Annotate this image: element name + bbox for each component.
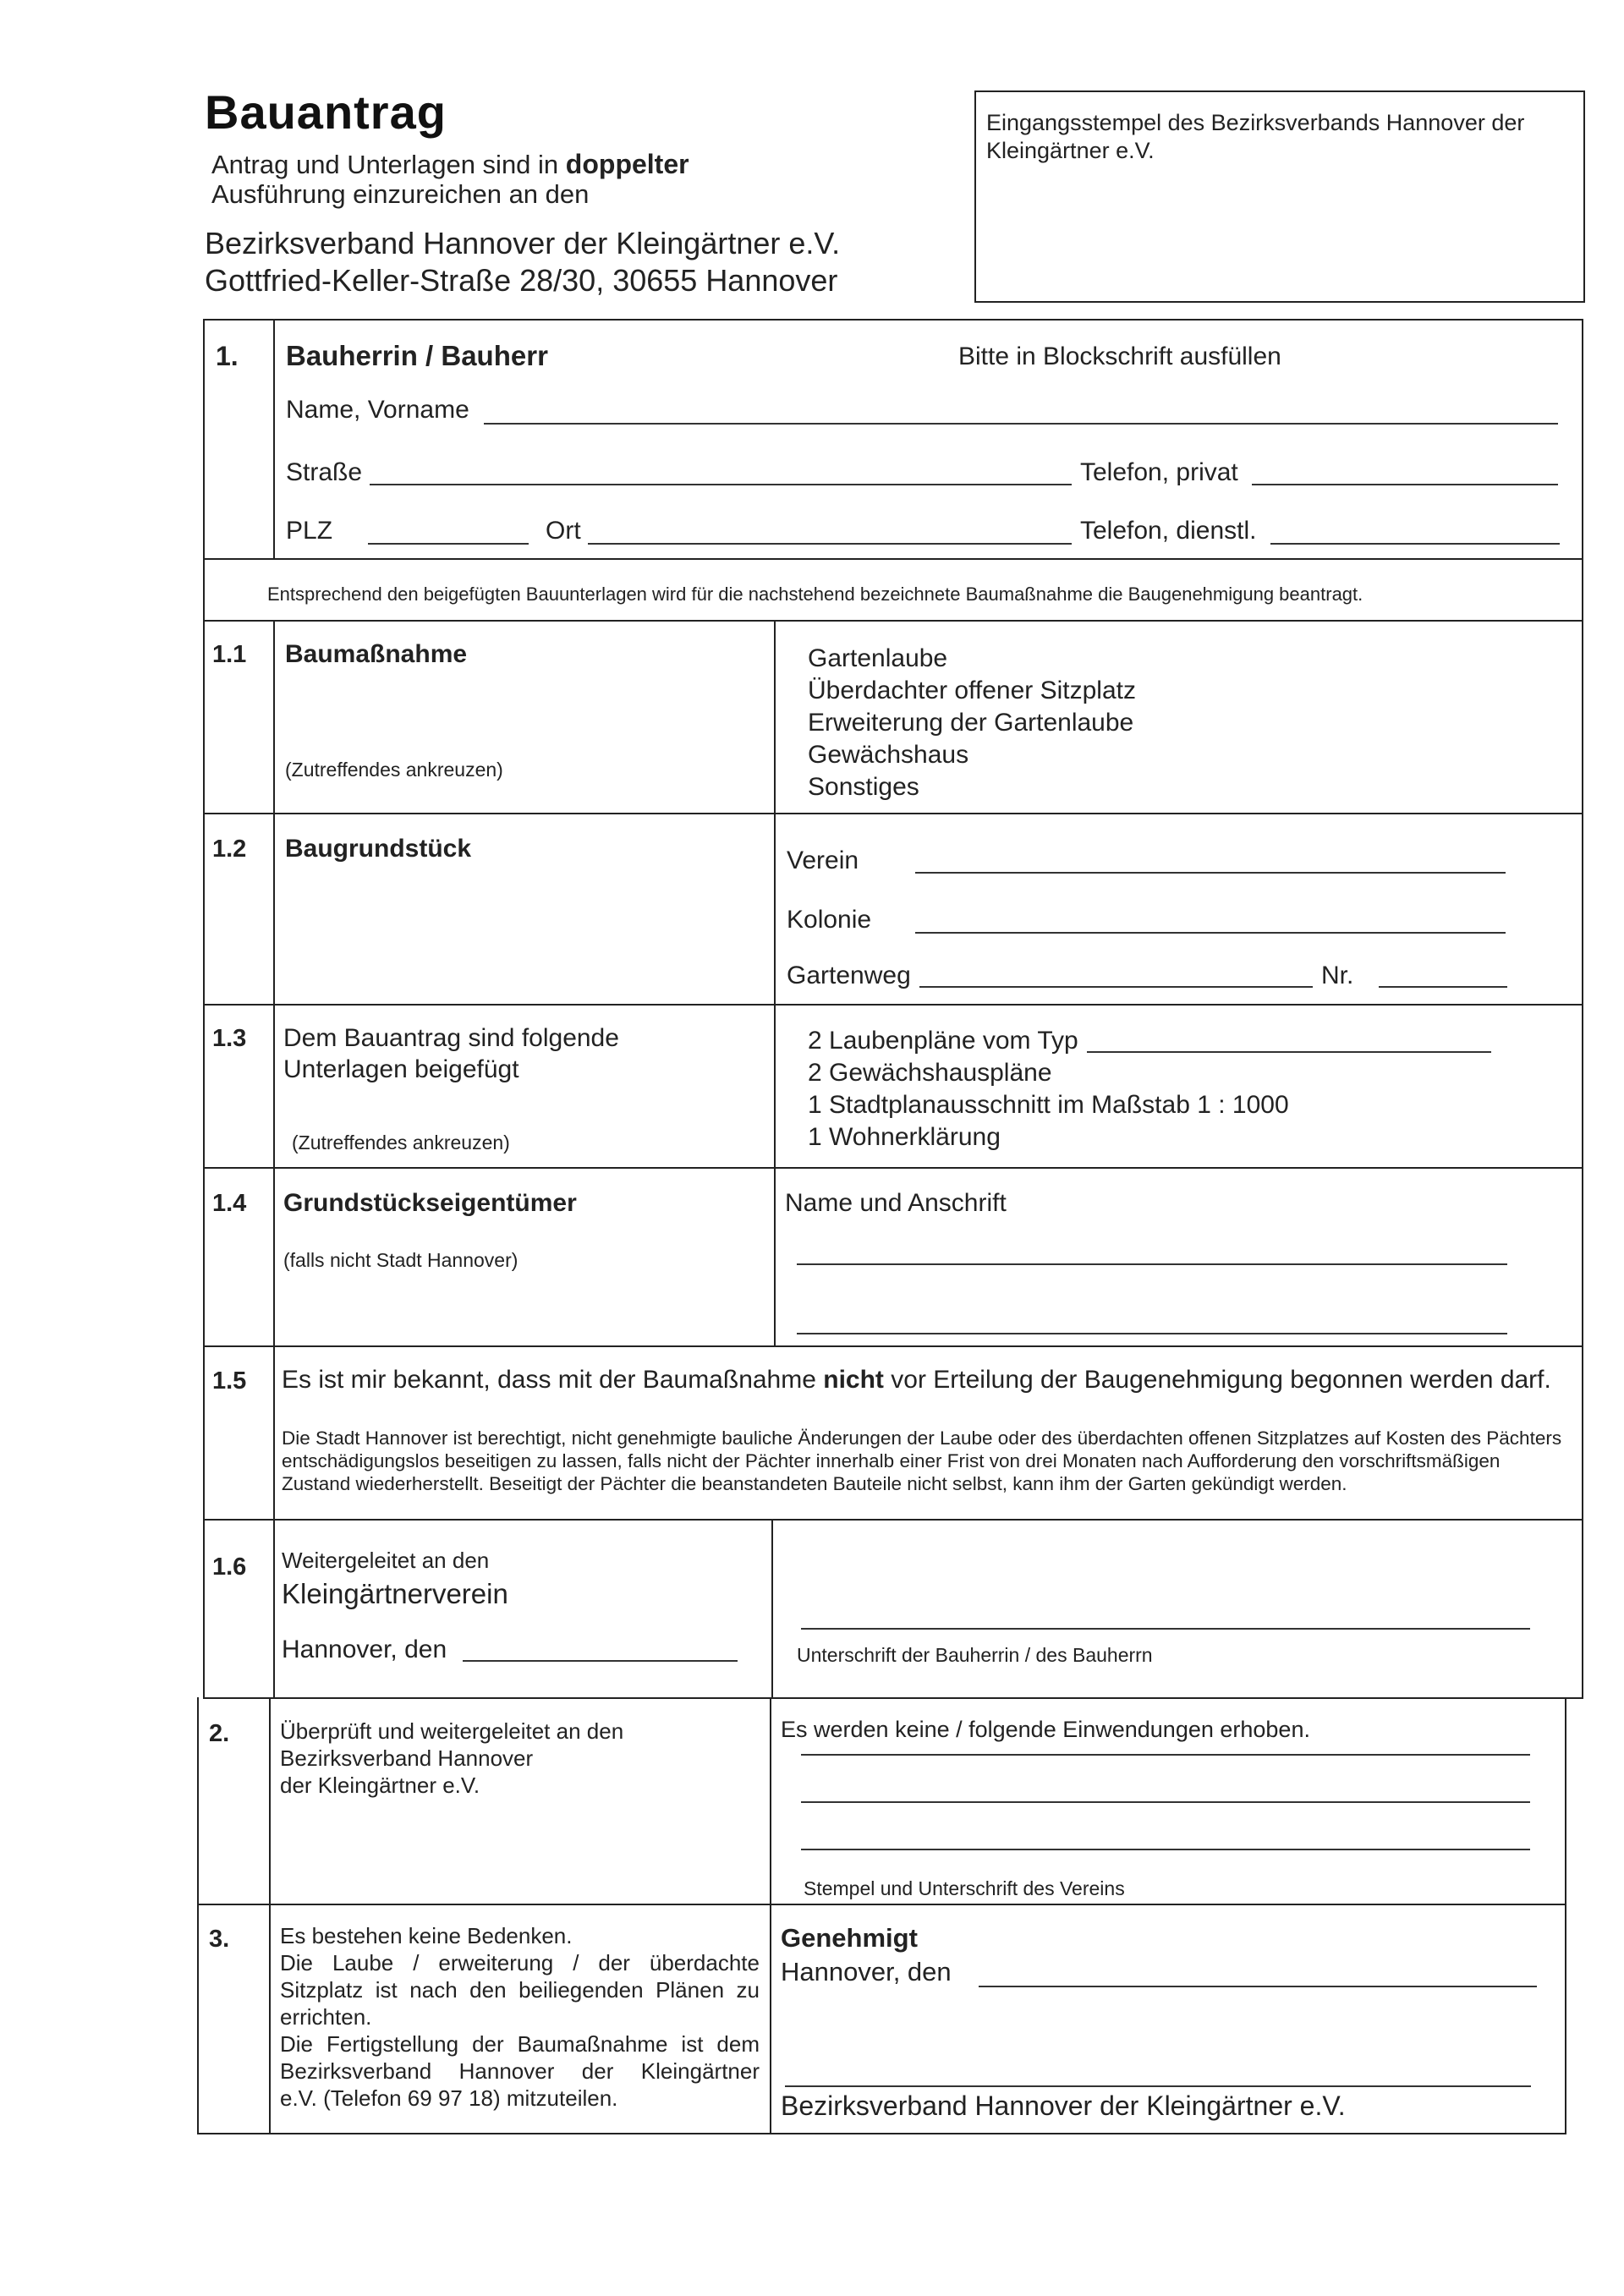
city-field[interactable] bbox=[588, 543, 1072, 545]
option-gartenlaube[interactable] bbox=[789, 643, 1136, 675]
submission-note-line1 bbox=[211, 149, 689, 180]
option-label: Gewächshaus bbox=[808, 741, 969, 769]
section3-number: 3. bbox=[209, 1926, 230, 1953]
s1-1-title: Baumaßnahme bbox=[285, 640, 468, 668]
section3-line: Es bestehen keine Bedenken. bbox=[280, 1923, 573, 1948]
construction-type-options bbox=[789, 643, 1136, 803]
s1-2-title: Baugrundstück bbox=[285, 835, 472, 863]
divider-1-2 bbox=[203, 1004, 1583, 1006]
s1-5-fine-print: Die Stadt Hannover ist berechtigt, nicht genehmigte bauliche Änderungen der Laube oder des überdachten offenen Sitzplatzes auf Kosten des Pächters entschädigungslos beseitigen zu lassen, falls nicht der Pächter innerhalb einer Frist von drei Monaten nach Aufforderung den vorschriftsmäßigen Zustand wiederherstellt. Beseitigt der Pächter die beanstandeten Bauteile nicht selbst, kann ihm der Garten gekündigt werden. bbox=[282, 1427, 1562, 1494]
owner-address-field-1[interactable] bbox=[797, 1263, 1507, 1265]
s1-1-number: 1.1 bbox=[212, 641, 247, 668]
divider-1-3 bbox=[203, 1167, 1583, 1169]
intro-text: Entsprechend den beigefügten Bauunterlagen wird für die nachstehend bezeichnete Baumaßnahme die Baugenehmigung beantragt. bbox=[267, 584, 1363, 605]
nr-label: Nr. bbox=[1321, 962, 1354, 989]
form-border-right bbox=[1582, 319, 1583, 1697]
receipt-stamp-label: Eingangsstempel des Bezirksverbands Hannover der Kleingärtner e.V. bbox=[986, 110, 1525, 163]
attachment-label: 2 Gewächshauspläne bbox=[808, 1059, 1052, 1087]
s1-6-club-name: Kleingärtnerverein bbox=[282, 1578, 508, 1609]
lower-middle-divider bbox=[770, 1697, 771, 2133]
approval-date-label: Hannover, den bbox=[781, 1957, 952, 1986]
name-field[interactable] bbox=[484, 423, 1558, 425]
section3-line: Die Laube / erweiterung / der überdachte bbox=[280, 1950, 760, 1975]
objections-field-1[interactable] bbox=[801, 1754, 1530, 1756]
submission-note-line2: Ausführung einzureichen an den bbox=[211, 179, 590, 209]
street-field[interactable] bbox=[370, 484, 1072, 485]
section2-text bbox=[280, 1718, 623, 1799]
s1-4-number: 1.4 bbox=[212, 1190, 247, 1217]
kolonie-field[interactable] bbox=[915, 932, 1506, 934]
lower-border-right bbox=[1565, 1697, 1566, 2133]
section2-number: 2. bbox=[209, 1720, 230, 1747]
attachment-label: 1 Stadtplanausschnitt im Maßstab 1 : 1000 bbox=[808, 1091, 1289, 1119]
section3-text bbox=[280, 1922, 760, 2112]
option-sitzplatz[interactable] bbox=[789, 675, 1136, 707]
s1-4-title: Grundstückseigentümer bbox=[283, 1189, 577, 1217]
phone-private-label: Telefon, privat bbox=[1080, 458, 1238, 486]
section1-title: Bauherrin / Bauherr bbox=[286, 340, 548, 371]
divider-1-4 bbox=[203, 1345, 1583, 1347]
s1-1-hint: (Zutreffendes ankreuzen) bbox=[285, 759, 503, 781]
attachment-wohnerklaerung[interactable] bbox=[789, 1121, 1491, 1153]
option-label: Erweiterung der Gartenlaube bbox=[808, 709, 1134, 737]
phone-work-label: Telefon, dienstl. bbox=[1080, 517, 1257, 545]
lower-border-left bbox=[197, 1697, 199, 2133]
street-label: Straße bbox=[286, 458, 363, 486]
attachment-label: 1 Wohnerklärung bbox=[808, 1123, 1001, 1151]
receipt-stamp-box[interactable] bbox=[974, 90, 1585, 303]
section1-number: 1. bbox=[216, 341, 239, 371]
objections-field-3[interactable] bbox=[801, 1849, 1530, 1850]
approval-date-field[interactable] bbox=[979, 1986, 1537, 1987]
option-erweiterung[interactable] bbox=[789, 707, 1136, 739]
divider-section2 bbox=[197, 1904, 1566, 1905]
approval-signature-field[interactable] bbox=[785, 2085, 1531, 2087]
divider-1-5 bbox=[203, 1519, 1583, 1521]
form-border-bottom bbox=[197, 2133, 1566, 2134]
divider-section1 bbox=[203, 558, 1583, 560]
plz-field[interactable] bbox=[368, 543, 529, 545]
section3-line: Sitzplatz ist nach den beiliegenden Plänen zu bbox=[280, 1977, 760, 2003]
objections-label: Es werden keine / folgende Einwendungen erhoben. bbox=[781, 1717, 1310, 1742]
middle-column-divider-1-6 bbox=[771, 1519, 773, 1697]
submission-note-emphasis: doppelter bbox=[565, 149, 689, 179]
section3-line: e.V. (Telefon 69 97 18) mitzuteilen. bbox=[280, 2085, 618, 2111]
s1-4-hint: (falls nicht Stadt Hannover) bbox=[283, 1249, 518, 1271]
approved-label: Genehmigt bbox=[781, 1923, 918, 1953]
option-label: Sonstiges bbox=[808, 773, 919, 801]
name-label: Name, Vorname bbox=[286, 396, 469, 424]
divider-intro bbox=[203, 620, 1583, 622]
s1-3-title-line1: Dem Bauantrag sind folgende bbox=[283, 1024, 619, 1052]
form-border-left bbox=[203, 319, 205, 1697]
option-gewaechshaus[interactable] bbox=[789, 739, 1136, 771]
club-stamp-label: Stempel und Unterschrift des Vereins bbox=[804, 1877, 1125, 1899]
recipient-name: Bezirksverband Hannover der Kleingärtner e.V. bbox=[205, 226, 841, 260]
s1-6-line1: Weitergeleitet an den bbox=[282, 1548, 490, 1573]
section3-line: errichten. bbox=[280, 2004, 372, 2030]
attachment-gewaechshausplaene[interactable] bbox=[789, 1057, 1491, 1089]
blockletter-note: Bitte in Blockschrift ausfüllen bbox=[958, 342, 1281, 370]
city-label: Ort bbox=[546, 517, 581, 545]
s1-5-text-prefix: Es ist mir bekannt, dass mit der Baumaßnahme bbox=[282, 1366, 816, 1394]
s1-5-text-suffix: vor Erteilung der Baugenehmigung begonnen werden bbox=[891, 1366, 1494, 1394]
middle-column-divider-upper bbox=[774, 620, 776, 1345]
gartenweg-field[interactable] bbox=[919, 986, 1313, 988]
divider-1-6 bbox=[203, 1697, 1583, 1699]
s1-6-number: 1.6 bbox=[212, 1553, 247, 1581]
option-label: Gartenlaube bbox=[808, 644, 948, 672]
divider-1-1 bbox=[203, 813, 1583, 814]
attachment-label: 2 Laubenpläne vom Typ bbox=[808, 1027, 1078, 1055]
form-border-top bbox=[203, 319, 1583, 321]
section1-number-divider bbox=[273, 319, 275, 558]
gartenweg-label: Gartenweg bbox=[787, 962, 911, 989]
s1-2-number: 1.2 bbox=[212, 836, 247, 863]
verein-field[interactable] bbox=[915, 872, 1506, 874]
section3-line: Die Fertigstellung der Baumaßnahme ist dem bbox=[280, 2031, 760, 2057]
number-column-divider bbox=[273, 620, 275, 1697]
owner-address-label: Name und Anschrift bbox=[785, 1189, 1007, 1217]
option-label: Überdachter offener Sitzplatz bbox=[808, 677, 1136, 704]
s1-6-date-label: Hannover, den bbox=[282, 1636, 447, 1663]
s1-3-number: 1.3 bbox=[212, 1025, 247, 1052]
verein-label: Verein bbox=[787, 847, 859, 874]
attachment-laubenplaene[interactable] bbox=[789, 1025, 1491, 1057]
phone-work-field[interactable] bbox=[1270, 543, 1560, 545]
recipient-address: Gottfried-Keller-Straße 28/30, 30655 Hannover bbox=[205, 263, 838, 298]
attachments-list bbox=[789, 1025, 1491, 1153]
section2-line2: Bezirksverband Hannover bbox=[280, 1745, 534, 1771]
s1-5-number: 1.5 bbox=[212, 1367, 247, 1395]
section2-line1: Überprüft und weitergeleitet an den bbox=[280, 1718, 624, 1744]
laubentyp-field[interactable] bbox=[1087, 1029, 1491, 1053]
submission-note-prefix: Antrag und Unterlagen sind in bbox=[211, 150, 559, 179]
applicant-signature-label: Unterschrift der Bauherrin / des Bauherrn bbox=[797, 1644, 1153, 1666]
applicant-signature-field[interactable] bbox=[801, 1628, 1530, 1630]
s1-5-text-line2: darf. bbox=[1500, 1366, 1551, 1394]
approval-organization: Bezirksverband Hannover der Kleingärtner e.V. bbox=[781, 2091, 1346, 2121]
attachment-stadtplan[interactable] bbox=[789, 1089, 1491, 1121]
s1-5-statement bbox=[282, 1365, 1567, 1395]
section2-line3: der Kleingärtner e.V. bbox=[280, 1773, 480, 1798]
phone-private-field[interactable] bbox=[1252, 484, 1558, 485]
s1-5-text-bold: nicht bbox=[823, 1366, 884, 1394]
s1-6-date-field[interactable] bbox=[463, 1660, 738, 1662]
s1-3-title-line2: Unterlagen beigefügt bbox=[283, 1055, 519, 1083]
objections-field-2[interactable] bbox=[801, 1801, 1530, 1803]
option-sonstiges[interactable] bbox=[789, 771, 1136, 803]
s1-3-hint: (Zutreffendes ankreuzen) bbox=[292, 1132, 510, 1153]
plz-label: PLZ bbox=[286, 517, 333, 545]
form-title: Bauantrag bbox=[205, 85, 447, 139]
kolonie-label: Kolonie bbox=[787, 906, 872, 934]
lower-number-divider bbox=[269, 1697, 271, 2133]
section3-line: Bezirksverband Hannover der Kleingärtner bbox=[280, 2058, 760, 2084]
nr-field[interactable] bbox=[1379, 986, 1507, 988]
owner-address-field-2[interactable] bbox=[797, 1333, 1507, 1334]
